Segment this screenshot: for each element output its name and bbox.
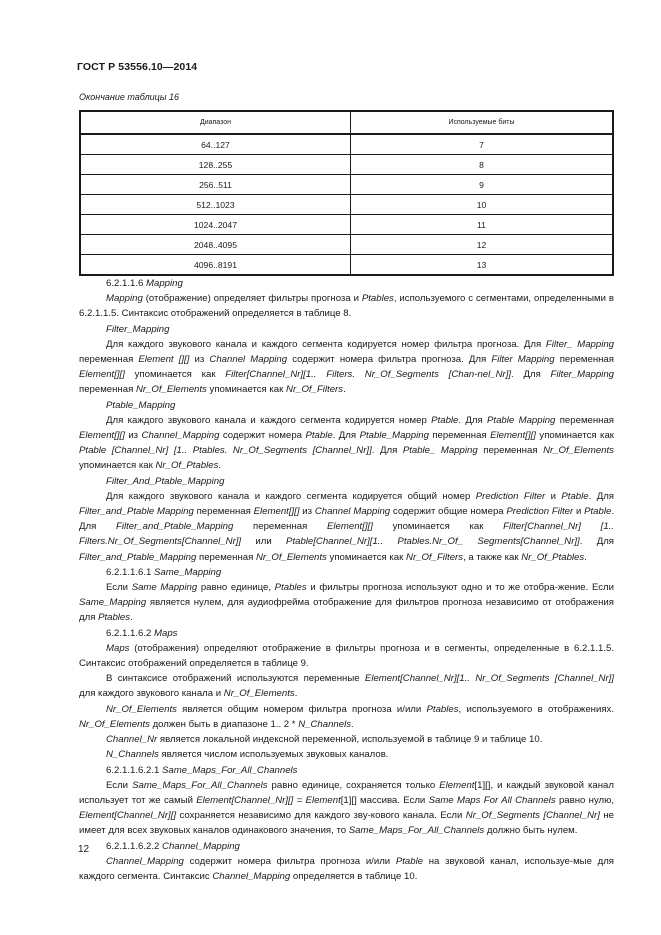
cell-bits: 8 xyxy=(351,155,614,175)
cell-bits: 7 xyxy=(351,134,614,155)
table-row xyxy=(80,175,613,195)
cell-bits: 10 xyxy=(351,195,614,215)
column-header-bits: Используемые биты xyxy=(351,111,614,134)
cell-bits: 11 xyxy=(351,215,614,235)
section-heading: 6.2.1.1.6.1 Same_Mapping xyxy=(106,566,222,578)
section-heading: 6.2.1.1.6.2.2 Channel_Mapping xyxy=(106,840,240,852)
paragraph: Maps (отображения) определяют отображение в фильтры прогноза и в сегменты, определенные в 6.2.1.1.5. Синтаксис отображений определяется в таблице 9. xyxy=(79,642,614,670)
subheading: Filter_Mapping xyxy=(106,323,170,335)
cell-range: 1024..2047 xyxy=(80,215,351,235)
table-row xyxy=(80,134,613,155)
subheading: Filter_And_Ptable_Mapping xyxy=(106,475,225,487)
column-header-range: Диапазон xyxy=(80,111,351,134)
table-row xyxy=(80,215,613,235)
paragraph: Если Same_Maps_For_All_Channels равно единице, сохраняется только Element[1][], и каждый звуковой канал использует тот же самый Element[Channel_Nr][] = Element[1][] массива. Если Same Maps For All Channels равно нулю, Element[Channel_Nr][] сохраняется независимо для каждого зву-кового канала. Если Nr_Of_Segments [Channel_Nr] не имеет для всех звуковых каналов одинакового значения, то Same_Maps_For_All_Channels должно быть нулем. xyxy=(79,779,614,837)
cell-range: 256..511 xyxy=(80,175,351,195)
table-row xyxy=(80,155,613,175)
cell-bits: 9 xyxy=(351,175,614,195)
paragraph: Channel_Mapping содержит номера фильтра прогноза и/или Ptable на звуковой канал, используе-мые для каждого сегмента. Синтаксис Channel_Mapping определяется в таблице 10. xyxy=(79,855,614,882)
subheading: Ptable_Mapping xyxy=(106,399,176,411)
paragraph: Для каждого звукового канала и каждого сегмента кодируется номер фильтра прогноза. Для Filter_ Mapping переменная Element [][] из Channel Mapping содержит номера фильтра прогноза. Для Filter Mapping переменная Element[][] упоминается как Filter[Channel_Nr][1.. Filters. Nr_Of_Segments [Chan-nel_Nr]]. Для Filter_Mapping переменная Nr_Of_Elements упоминается как Nr_Of_Filters. xyxy=(79,338,615,396)
paragraph: Channel_Nr является локальной индексной переменной, используемой в таблице 9 и таблице 10. xyxy=(106,734,543,746)
standard-header: ГОСТ Р 53556.10—2014 xyxy=(77,61,198,73)
paragraph: N_Channels является числом используемых звуковых каналов. xyxy=(106,749,389,761)
table-row xyxy=(80,195,613,215)
section-heading: 6.2.1.1.6.2.1 Same_Maps_For_All_Channels xyxy=(106,764,298,776)
paragraph: Nr_Of_Elements является общим номером фильтра прогноза и/или Ptables, используемого в отображениях. Nr_Of_Elements должен быть в диапазоне 1.. 2 * N_Channels. xyxy=(79,703,614,730)
cell-range: 512..1023 xyxy=(80,195,351,215)
table-header-row xyxy=(80,111,613,134)
range-bits-table xyxy=(79,110,614,276)
table-row xyxy=(80,235,613,255)
paragraph: Для каждого звукового канала и каждого сегмента кодируется номер Ptable. Для Ptable Mapping переменная Element[][] из Channel_Mapping содержит номера Ptable. Для Ptable_Mapping переменная Element[][] упоминается как Ptable [Channel_Nr] [1.. Ptables. Nr_Of_Segments [Channel_Nr]]. Для Ptable_ Mapping переменная Nr_Of_Elements упоминается как Nr_Of_Ptables. xyxy=(79,414,614,472)
cell-range: 2048..4095 xyxy=(80,235,351,255)
section-heading: 6.2.1.1.6.2 Maps xyxy=(106,627,178,639)
paragraph: Если Same Mapping равно единице, Ptables и фильтры прогноза используют одно и то же отобра-жение. Если Same_Mapping является нулем, для аудиофрейма отображение для фильтров прогноза независимо от отображения для Ptables. xyxy=(79,582,614,624)
paragraph: Mapping (отображение) определяет фильтры прогноза и Ptables, используемого с сегментами, определенными в 6.2.1.1.5. Синтаксис отображений определяется в таблице 8. xyxy=(79,293,615,320)
cell-range: 128..255 xyxy=(80,155,351,175)
table-row xyxy=(80,255,613,276)
cell-bits: 12 xyxy=(351,235,614,255)
page-number: 12 xyxy=(78,844,90,855)
section-heading: 6.2.1.1.6 Mapping xyxy=(106,278,183,289)
cell-bits: 13 xyxy=(351,255,614,276)
table-caption: Окончание таблицы 16 xyxy=(79,92,179,102)
body-text xyxy=(79,276,614,884)
paragraph: В синтаксисе отображений используются переменные Element[Channel_Nr][1.. Nr_Of_Segments [Channel_Nr]] для каждого звукового канала и Nr_Of_Elements. xyxy=(79,673,614,700)
cell-range: 64..127 xyxy=(80,134,351,155)
cell-range: 4096..8191 xyxy=(80,255,351,276)
paragraph: Для каждого звукового канала и каждого сегмента кодируется общий номер Prediction Filter и Ptable. Для Filter_and_Ptable Mapping переменная Element[][] из Channel Mapping содержит общие номера Prediction Filter и Ptable. Для Filter_and_Ptable_Mapping переменная Element[][] упоминается как Filter[Channel_Nr] [1.. Filters.Nr_Of_Segments[Channel_Nr]] или Ptable[Channel_Nr][1.. Ptables.Nr_Of_ Segments[Channel_Nr]]. Для Filter_and_Ptable_Mapping переменная Nr_Of_Elements упоминается как Nr_Of_Filters, а также как Nr_Of_Ptables. xyxy=(79,490,615,563)
